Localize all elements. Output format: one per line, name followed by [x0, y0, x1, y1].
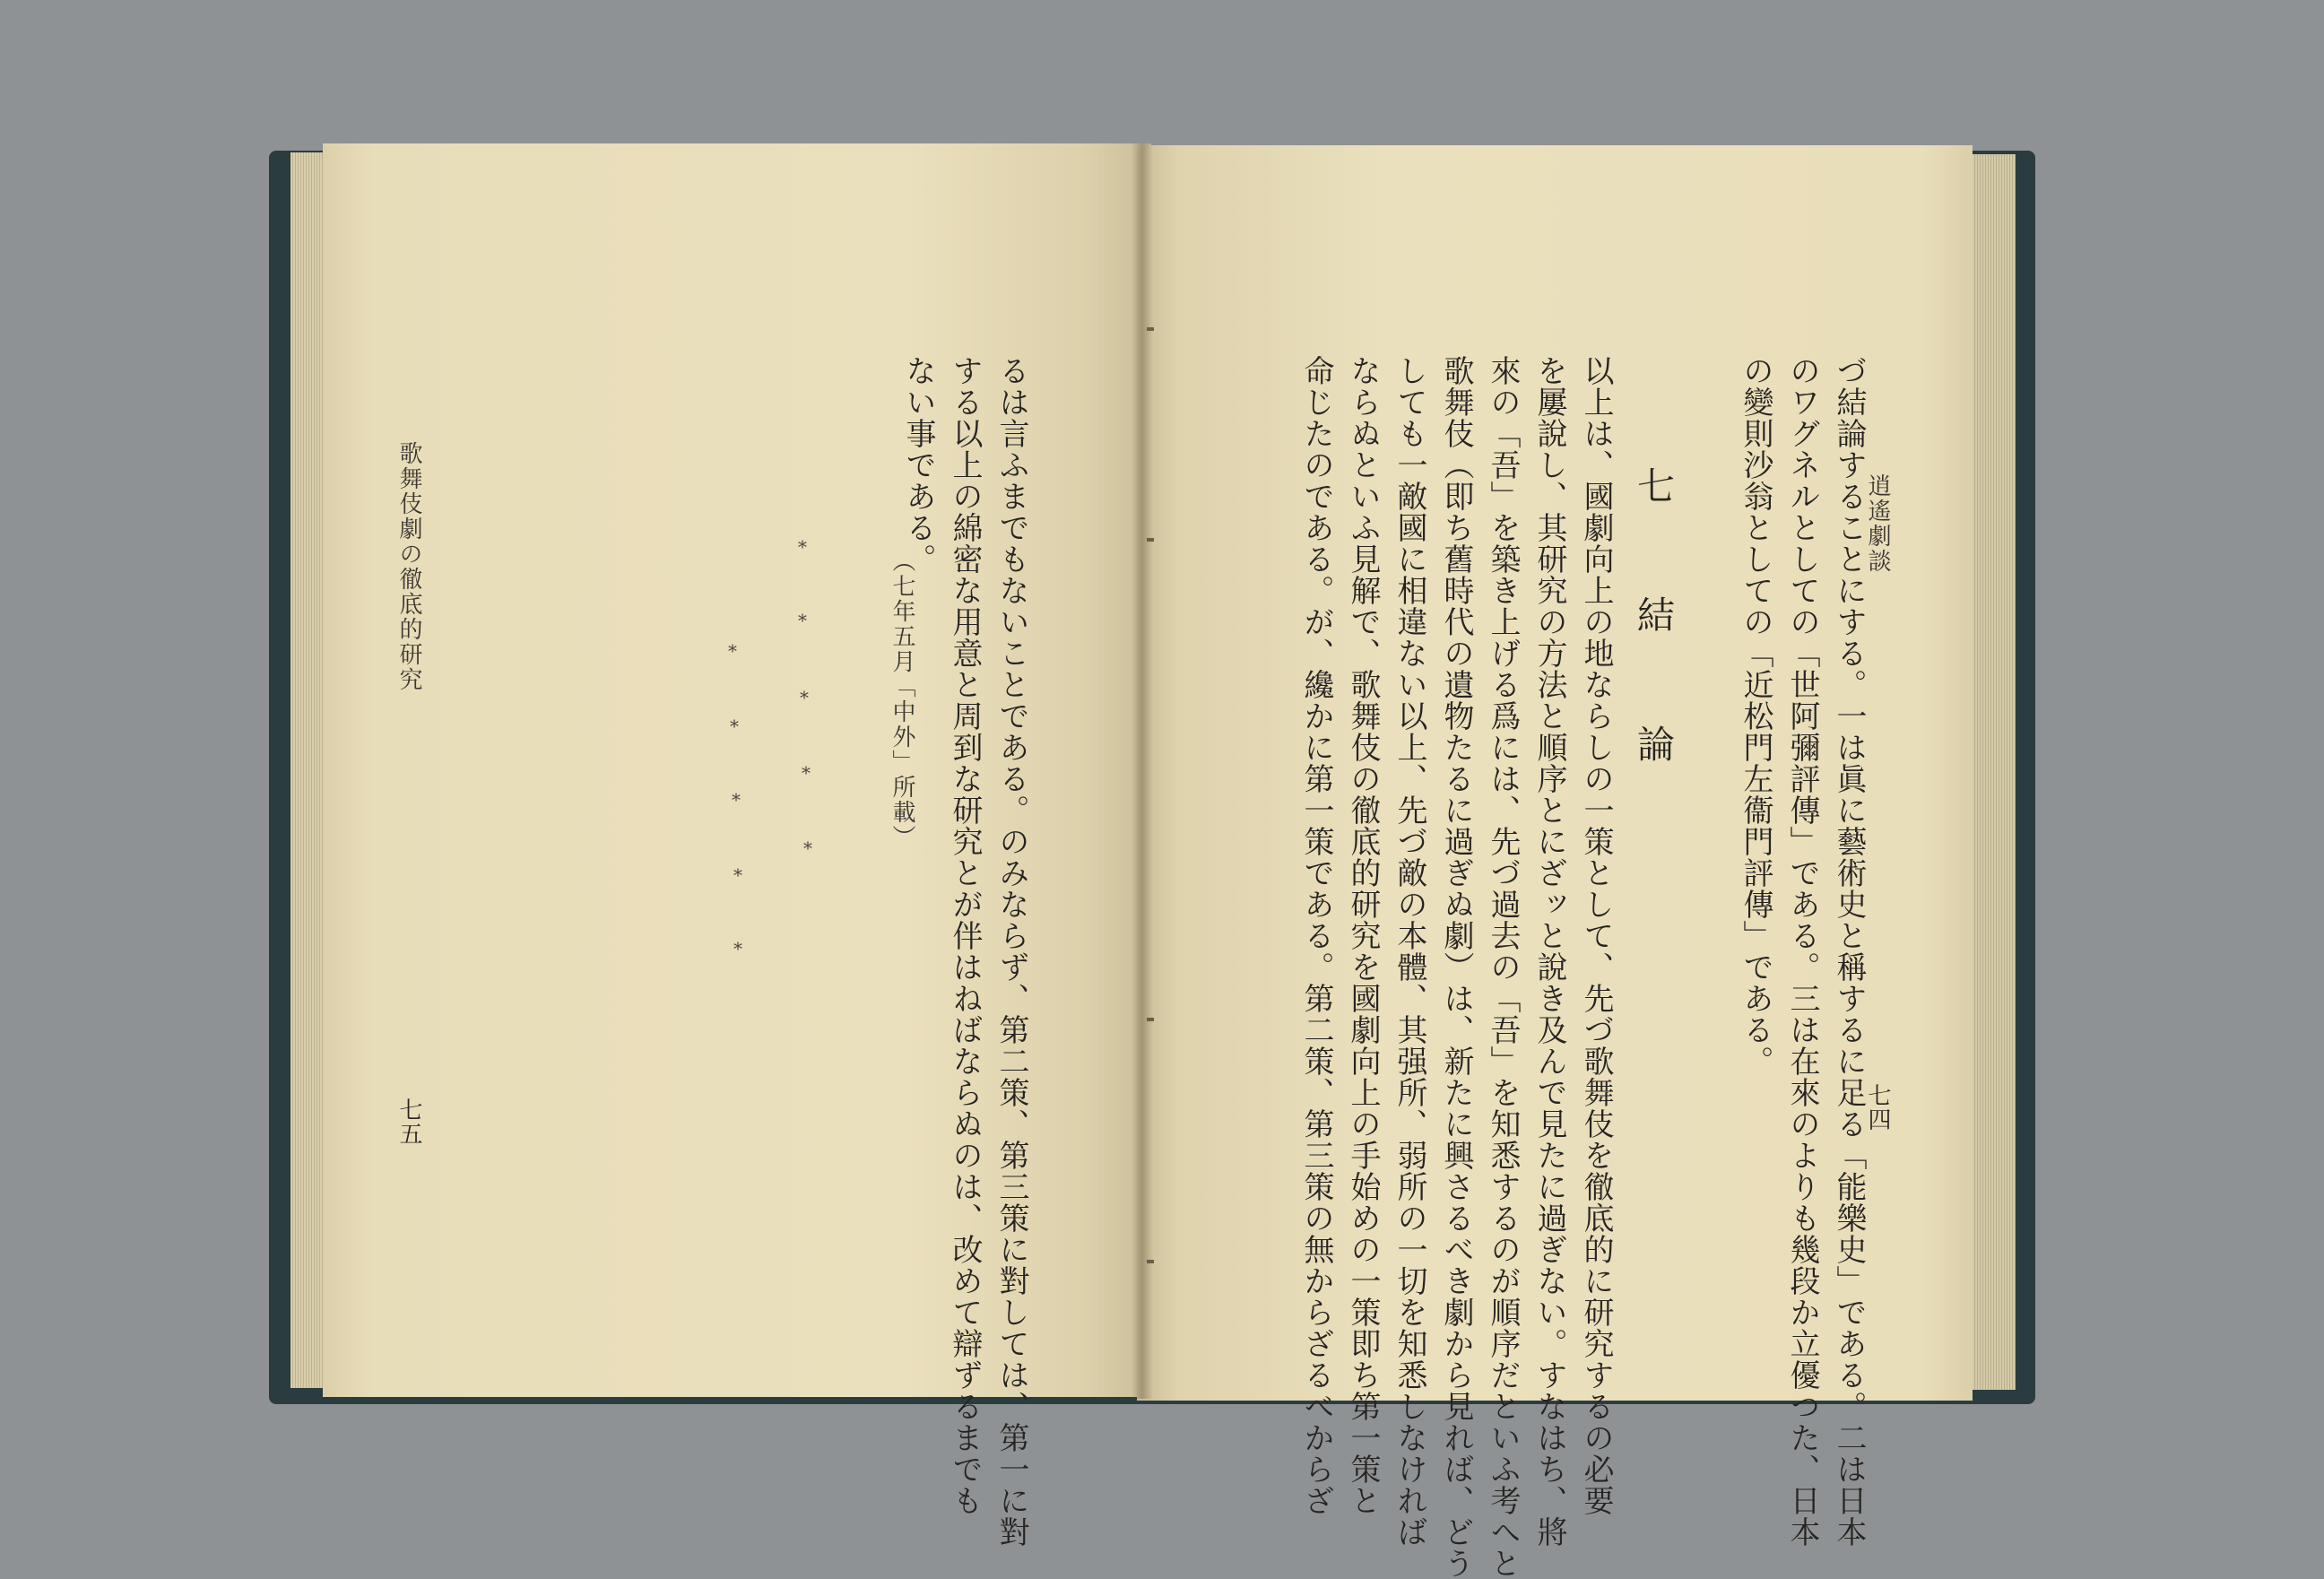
right-body-line: ならぬといふ見解で、歌舞伎の徹底的研究を國劇向上の手始めの一策即ち第一策と	[1345, 355, 1381, 1516]
separator-mark: *	[733, 938, 742, 959]
separator-mark: *	[733, 864, 742, 886]
left-running-title: 歌舞伎劇の徹底的研究	[395, 441, 422, 692]
right-body-line: 命じたのである。が、纔かに第一策である。第二策、第三策の無からざるべからざ	[1298, 355, 1334, 1516]
right-body-line: 來の「吾」を築き上げる爲には、先づ過去の「吾」を知悉するのが順序だといふ考へと	[1485, 355, 1521, 1579]
separator-mark: *	[800, 687, 809, 708]
right-body-line: 以上は、國劇向上の地ならしの一策として、先づ歌舞伎を徹底的に研究するの必要	[1578, 355, 1614, 1516]
left-body-line: るは言ふまでもないことである。のみならず、第二策、第三策に對しては、第一に對	[993, 355, 1029, 1548]
left-page-number: 七五	[395, 1097, 422, 1146]
separator-mark: *	[728, 640, 737, 662]
binding-stitch	[1147, 327, 1154, 331]
separator-mark: *	[798, 610, 807, 631]
binding-stitch	[1147, 1018, 1154, 1021]
right-body-line: づ結論することにする。一は眞に藝術史と稱するに足る「能樂史」である。二は日本	[1831, 355, 1867, 1548]
left-body-line: する以上の綿密な用意と周到な研究とが伴はねばならぬのは、改めて辯ずるまでも	[947, 355, 983, 1516]
right-body-line: の變則沙翁としての「近松門左衞門評傳」である。	[1738, 355, 1773, 1077]
binding-stitch	[1147, 538, 1154, 542]
source-note: （七年五月「中外」所載）	[889, 549, 915, 850]
right-body-line: 歌舞伎（即ち舊時代の遺物たるに過ぎぬ劇）は、新たに興さるべき劇から見れば、どう	[1438, 355, 1474, 1579]
separator-mark: *	[802, 762, 811, 784]
left-body-line: ない事である。	[900, 355, 936, 575]
right-page-number: 七四	[1864, 1083, 1891, 1132]
section-heading: 七 結 論	[1632, 466, 1676, 789]
book-gutter	[1132, 143, 1153, 1399]
binding-stitch	[1147, 1260, 1154, 1263]
right-body-line: しても一敵國に相違ない以上、先づ敵の本體、其强所、弱所の一切を知悉しなければ	[1392, 355, 1427, 1548]
separator-mark: *	[803, 837, 812, 859]
separator-mark: *	[730, 716, 739, 737]
separator-mark: *	[798, 536, 807, 558]
right-page-edges	[1973, 154, 2016, 1390]
right-body-line: のワグネルとしての「世阿彌評傳」である。三は在來のよりも幾段か立優つた、日本	[1784, 355, 1820, 1548]
right-running-title: 逍遙劇談	[1864, 473, 1891, 574]
right-body-line: を屢說し、其研究の方法と順序とにざッと說き及んで見たに過ぎない。すなはち、將	[1531, 355, 1567, 1548]
separator-mark: *	[732, 789, 741, 811]
